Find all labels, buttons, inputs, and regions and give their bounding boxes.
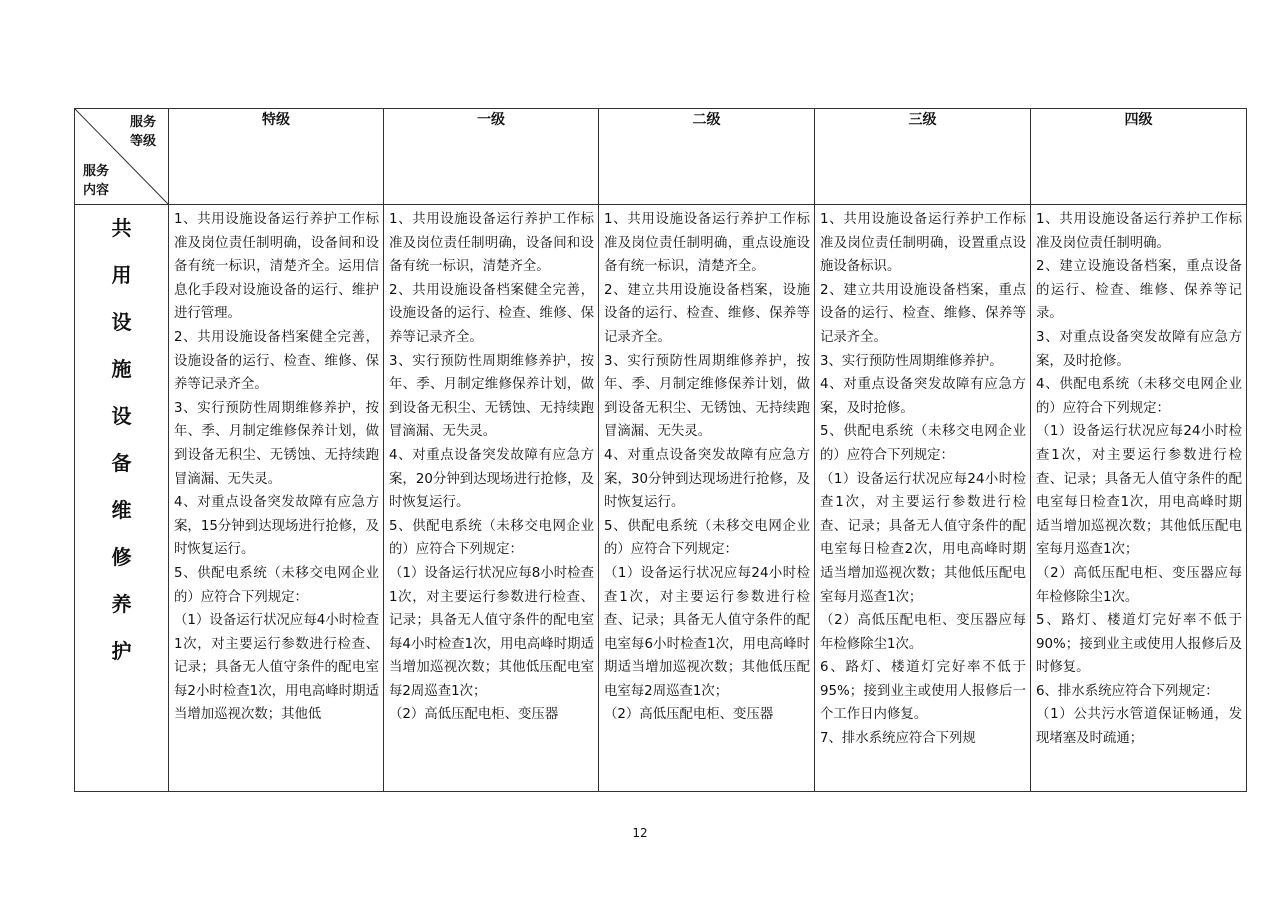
cell-paragraph: 4、对重点设备突发故障有应急方案，30分钟到达现场进行抢修，及时恢复运行。 xyxy=(604,447,810,511)
header-grade-4: 四级 xyxy=(1031,109,1247,205)
cell-grade-1 xyxy=(384,205,599,792)
cell-paragraph: （1）设备运行状况应每4小时检查1次，对主要运行参数进行检查、记录；具备无人值守条件的配电室每2小时检查1次，用电高峰时期适当增加巡视次数；其他低 xyxy=(174,613,379,723)
cell-paragraph: 7、排水系统应符合下列规 xyxy=(820,731,976,747)
row-label-char: 备 xyxy=(111,451,132,475)
cell-paragraph: 3、对重点设备突发故障有应急方案，及时抢修。 xyxy=(1036,329,1242,369)
corner-bottom-line: 服务 xyxy=(83,164,110,179)
cell-paragraph: 2、建立设施设备档案，重点设备的运行、检查、维修、保养等记录。 xyxy=(1036,259,1242,322)
corner-header-cell xyxy=(75,109,169,205)
cell-paragraph: 3、实行预防性周期维修养护，按年、季、月制定维修保养计划，做到设备无积尘、无锈蚀、无持续跑冒滴漏、无失灵。 xyxy=(604,353,810,440)
cell-paragraph: （1）设备运行状况应每24小时检查1次，对主要运行参数进行检查、记录；具备无人值守条件的配电室每6小时检查1次，用电高峰时期适当增加巡视次数；其他低压配电室每2周巡查1次； xyxy=(604,565,810,699)
row-label-char: 修 xyxy=(111,545,132,569)
cell-paragraph: 5、供配电系统（未移交电网企业的）应符合下列规定： xyxy=(820,424,1026,463)
cell-paragraph: 4、对重点设备突发故障有应急方案，20分钟到达现场进行抢修，及时恢复运行。 xyxy=(389,447,594,511)
cell-paragraph: 1、共用设施设备运行养护工作标准及岗位责任制明确。 xyxy=(1036,212,1242,251)
row-label-char: 共 xyxy=(111,216,132,240)
cell-paragraph: （1）设备运行状况应每24小时检查1次，对主要运行参数进行检查、记录；具备无人值守条件的配电室每日检查1次，用电高峰时期适当增加巡视次数；其他低压配电室每月巡查1次； xyxy=(1036,424,1242,558)
cell-paragraph: 4、对重点设备突发故障有应急方案，15分钟到达现场进行抢修，及时恢复运行。 xyxy=(174,495,379,558)
cell-paragraph: 5、供配电系统（未移交电网企业的）应符合下列规定： xyxy=(604,518,810,558)
cell-paragraph: 6、路灯、楼道灯完好率不低于95%；接到业主或使用人报修后一个工作日内修复。 xyxy=(820,660,1026,723)
content-row xyxy=(75,205,1247,792)
cell-special-grade xyxy=(169,205,384,792)
corner-service-level-label xyxy=(130,113,156,151)
cell-paragraph: 6、排水系统应符合下列规定： xyxy=(1036,683,1219,699)
corner-top-line: 等级 xyxy=(129,134,156,149)
cell-paragraph: 1、共用设施设备运行养护工作标准及岗位责任制明确，设置重点设施设备标识。 xyxy=(820,212,1026,275)
row-label-char: 设 xyxy=(111,404,132,428)
row-label-char: 护 xyxy=(111,639,132,663)
cell-paragraph: 2、共用设施设备档案健全完善，设施设备的运行、检查、维修、保养等记录齐全。 xyxy=(174,329,379,393)
cell-paragraph: 2、共用设施设备档案健全完善，设施设备的运行、检查、维修、保养等记录齐全。 xyxy=(389,282,594,345)
service-standard-table xyxy=(74,108,1247,792)
cell-paragraph: 3、实行预防性周期维修养护。 xyxy=(820,353,1003,369)
corner-bottom-line: 内容 xyxy=(83,183,110,198)
cell-paragraph: 5、路灯、楼道灯完好率不低于90%；接到业主或使用人报修后及时修复。 xyxy=(1036,613,1242,676)
header-special-grade: 特级 xyxy=(169,109,384,205)
cell-paragraph: 1、共用设施设备运行养护工作标准及岗位责任制明确，重点设施设备有统一标识，清楚齐全。 xyxy=(604,212,810,275)
row-label-char: 维 xyxy=(111,498,132,522)
cell-paragraph: （2）高低压配电柜、变压器 xyxy=(389,707,559,723)
page-number: 12 xyxy=(632,826,648,840)
corner-top-line: 服务 xyxy=(129,115,156,130)
cell-grade-3 xyxy=(815,205,1031,792)
header-grade-2: 二级 xyxy=(599,109,815,205)
cell-paragraph: 2、建立共用设施设备档案，重点设备的运行、检查、维修、保养等记录齐全。 xyxy=(820,282,1026,345)
cell-grade-2 xyxy=(599,205,815,792)
cell-paragraph: （2）高低压配电柜、变压器 xyxy=(604,707,774,723)
corner-service-content-label xyxy=(83,162,109,200)
cell-paragraph: （1）公共污水管道保证畅通，发现堵塞及时疏通； xyxy=(1036,707,1242,747)
cell-paragraph: 5、供配电系统（未移交电网企业的）应符合下列规定： xyxy=(389,518,594,558)
cell-paragraph: 5、供配电系统（未移交电网企业的）应符合下列规定： xyxy=(174,565,379,605)
cell-paragraph: （2）高低压配电柜、变压器应每年检修除尘1次。 xyxy=(820,613,1026,652)
row-label-cell xyxy=(75,205,169,792)
row-label-char: 养 xyxy=(111,592,132,616)
cell-paragraph: 3、实行预防性周期维修养护，按年、季、月制定维修保养计划，做到设备无积尘、无锈蚀、无持续跑冒滴漏、无失灵。 xyxy=(174,400,379,487)
cell-paragraph: （1）设备运行状况应每24小时检查1次，对主要运行参数进行检查、记录；具备无人值守条件的配电室每日检查2次，用电高峰时期适当增加巡视次数；其他低压配电室每月巡查1次； xyxy=(820,471,1026,605)
cell-paragraph: 3、实行预防性周期维修养护，按年、季、月制定维修保养计划，做到设备无积尘、无锈蚀、无持续跑冒滴漏、无失灵。 xyxy=(389,353,594,440)
cell-paragraph: （2）高低压配电柜、变压器应每年检修除尘1次。 xyxy=(1036,565,1242,605)
cell-paragraph: 4、供配电系统（未移交电网企业的）应符合下列规定： xyxy=(1036,377,1242,416)
cell-paragraph: 4、对重点设备突发故障有应急方案，及时抢修。 xyxy=(820,377,1026,416)
cell-paragraph: 1、共用设施设备运行养护工作标准及岗位责任制明确，设备间和设备有统一标识，清楚齐全。运用信息化手段对设施设备的运行、维护进行管理。 xyxy=(174,212,379,322)
header-row xyxy=(75,109,1247,205)
cell-paragraph: 1、共用设施设备运行养护工作标准及岗位责任制明确，设备间和设备有统一标识，清楚齐全。 xyxy=(389,212,594,275)
cell-paragraph: （1）设备运行状况应每8小时检查1次，对主要运行参数进行检查、记录；具备无人值守条件的配电室每4小时检查1次，用电高峰时期适当增加巡视次数；其他低压配电室每2周巡查1次； xyxy=(389,565,594,699)
row-label-char: 施 xyxy=(111,357,132,381)
cell-paragraph: 2、建立共用设施设备档案，设施设备的运行、检查、维修、保养等记录齐全。 xyxy=(604,282,810,345)
cell-grade-4 xyxy=(1031,205,1247,792)
header-grade-1: 一级 xyxy=(384,109,599,205)
row-label-char: 设 xyxy=(111,310,132,334)
header-grade-3: 三级 xyxy=(815,109,1031,205)
row-label-char: 用 xyxy=(111,263,132,287)
